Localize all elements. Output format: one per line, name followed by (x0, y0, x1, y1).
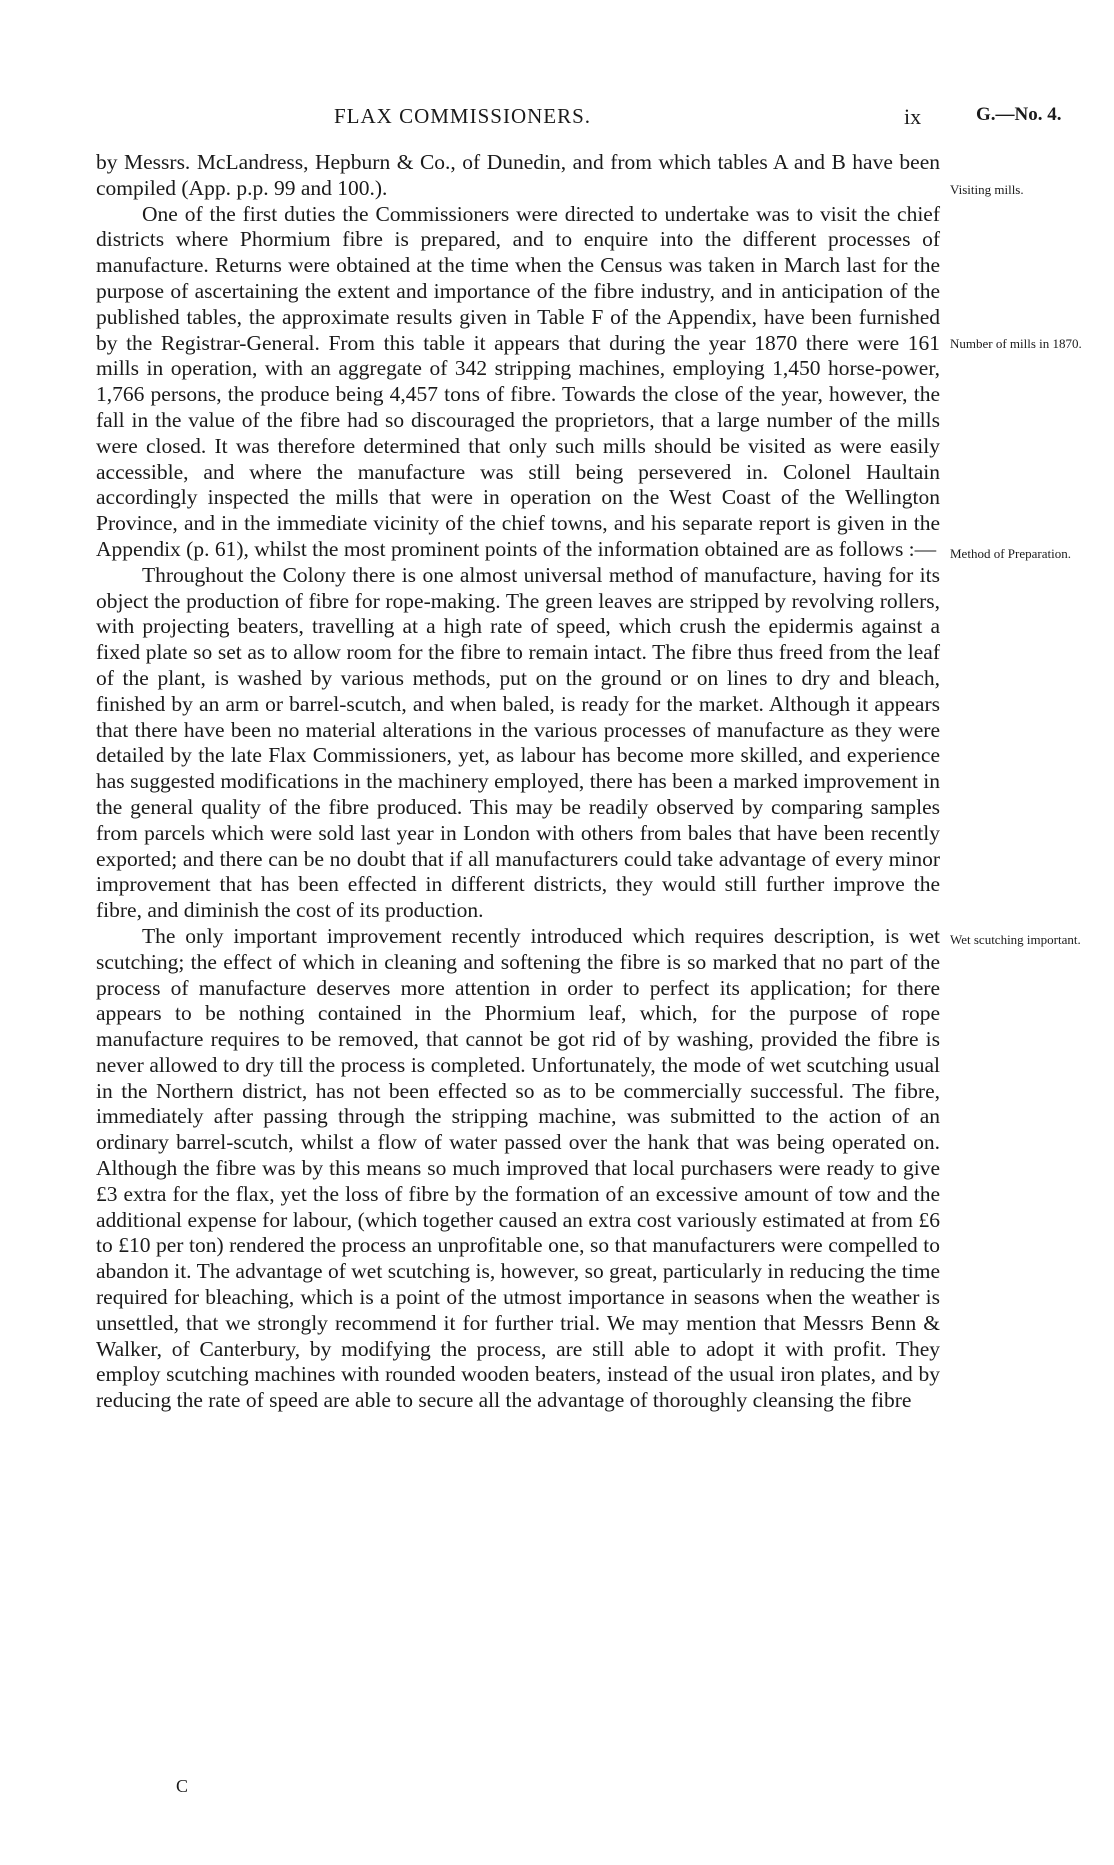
margin-note-visiting-mills: Visiting mills. (950, 182, 1024, 197)
paragraph: The only important improvement recently introduced which requires description, is wet scutching; the effect of which in cleaning and softening the fibre is so marked that no part of the process of manufacture deserves more attention in order to perfect its application; for there appears to be nothing contained in the Phormium leaf, which, for the purpose of rope manufacture requires to be removed, that cannot be got rid of by washing, provided the fibre is never allowed to dry till the process is completed. Unfortunately, the mode of wet scutching usual in the Northern district, has not been effected so as to be commercially successful. The fibre, immediately after passing through the stripping machine, was submitted to the action of an ordinary barrel-scutch, whilst a flow of water passed over the hank that was being operated on. Although the fibre was by this means so much improved that local purchasers were ready to give £3 extra for the flax, yet the loss of fibre by the formation of an excessive amount of tow and the additional expense for labour, (which together caused an extra cost variously estimated at from £6 to £10 per ton) rendered the process an unprofitable one, so that manufacturers were compelled to abandon it. The advantage of wet scutching is, however, so great, particularly in reducing the time required for bleaching, which is a point of the utmost importance in seasons when the weather is unsettled, that we strongly recommend it for further trial. We may mention that Messrs Benn & Walker, of Canterbury, by modifying the process, are still able to adopt it with profit. They employ scutching machines with rounded wooden beaters, instead of the usual iron plates, and by reducing the rate of speed are able to secure all the advantage of thoroughly cleansing the fibre (96, 923, 940, 1413)
margin-note-method-of-preparation: Method of Preparation. (950, 546, 1071, 561)
paragraph: by Messrs. McLandress, Hepburn & Co., of Dunedin, and from which tables A and B have been compiled (App. p.p. 99 and 100.). (96, 150, 940, 200)
page-number: ix (904, 104, 922, 129)
signature-mark: C (176, 1776, 189, 1796)
margin-note-wet-scutching: Wet scutching important. (950, 932, 1081, 947)
body-text (96, 150, 940, 1414)
paragraph: One of the first duties the Commissioners were directed to undertake was to visit the chief districts where Phormium fibre is prepared, and to enquire into the different processes of manufacture. Returns were obtained at the time when the Census was taken in March last for the purpose of ascertaining the extent and importance of the fibre industry, and in anticipation of the published tables, the approximate results given in Table F of the Appendix, have been furnished by the Registrar-General. From this table it appears that during the year 1870 there were 161 mills in operation, with an aggregate of 342 stripping machines, employing 1,450 horse-power, 1,766 persons, the produce being 4,457 tons of fibre. Towards the close of the year, however, the fall in the value of the fibre had so discouraged the proprietors, that a large number of the mills were closed. It was therefore determined that only such mills should be visited as were easily accessible, and where the manufacture was still being persevered in. Colonel Haultain accordingly inspected the mills that were in operation on the West Coast of the Wellington Province, and in the immediate vicinity of the chief towns, and his separate report is given in the Appendix (p. 61), whilst the most prominent points of the information obtained are as follows :— (96, 201, 940, 561)
paragraph: Throughout the Colony there is one almost universal method of manufacture, having for its object the production of fibre for rope-making. The green leaves are stripped by revolving rollers, with projecting beaters, travelling at a high rate of speed, which crush the epidermis against a fixed plate so set as to allow room for the fibre to remain intact. The fibre thus freed from the leaf of the plant, is washed by various methods, put on the ground or on lines to dry and bleach, finished by an arm or barrel-scutch, and when baled, is ready for the market. Although it appears that there have been no material alterations in the various processes of manufacture as they were detailed by the late Flax Commissioners, yet, as labour has become more skilled, and experience has suggested modifications in the machinery employed, there has been a marked improvement in the general quality of the fibre produced. This may be readily observed by comparing samples from parcels which were sold last year in London with others from bales that have been recently exported; and there can be no doubt that if all manufacturers could take advantage of every minor improvement that has been effected in different districts, they would still further improve the fibre, and diminish the cost of its production. (96, 562, 940, 923)
paper-reference: G.—No. 4. (976, 104, 1062, 125)
page-header (96, 104, 1096, 134)
running-title: FLAX COMMISSIONERS. (334, 104, 592, 128)
margin-note-number-of-mills: Number of mills in 1870. (950, 336, 1082, 351)
